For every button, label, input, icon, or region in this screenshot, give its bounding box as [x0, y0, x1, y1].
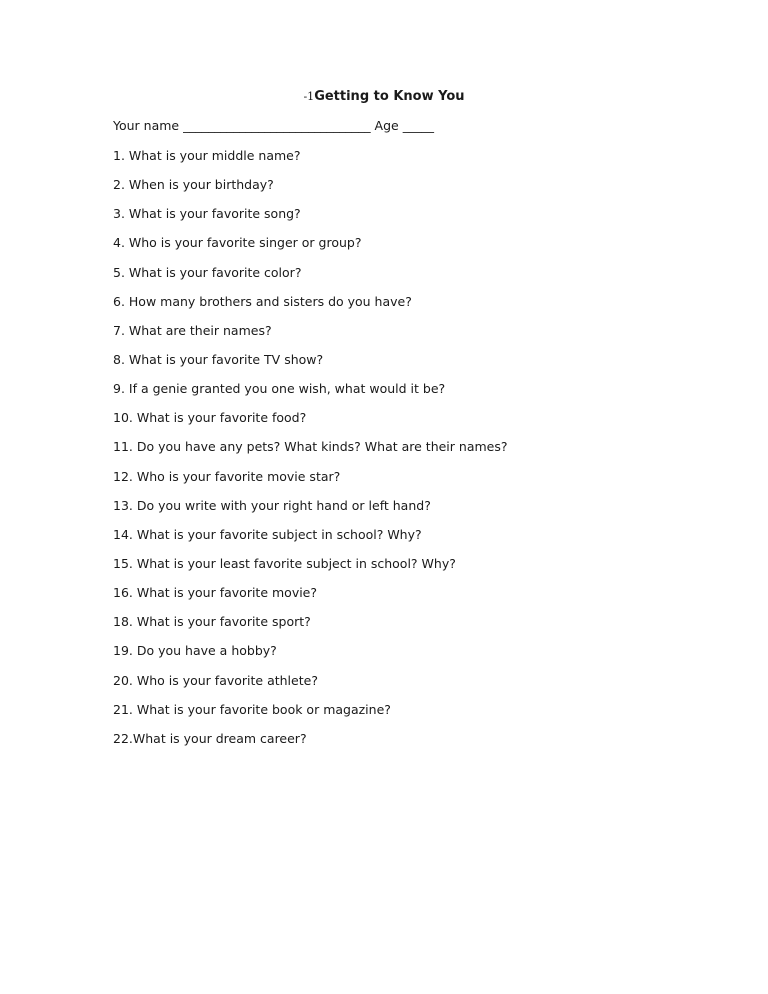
title-prefix: -1	[303, 90, 315, 103]
question-item: 8. What is your favorite TV show?	[113, 351, 324, 367]
question-item: 1. What is your middle name?	[113, 148, 301, 163]
question-item: 5. What is your favorite color?	[113, 264, 302, 280]
name-age-line: Your name ______________________________ Age _____	[113, 118, 434, 133]
question-item: 13. Do you write with your right hand or left hand?	[113, 497, 431, 513]
question-item: 14. What is your favorite subject in school? Why?	[113, 526, 422, 542]
question-item: 15. What is your least favorite subject in school? Why?	[113, 555, 456, 571]
question-item: 6. How many brothers and sisters do you have?	[113, 293, 412, 309]
question-item: 9. If a genie granted you one wish, what would it be?	[113, 381, 446, 397]
question-item: 11. Do you have any pets? What kinds? What are their names?	[113, 439, 508, 455]
question-item: 18. What is your favorite sport?	[113, 614, 311, 630]
question-list	[113, 147, 508, 759]
question-item: 10. What is your favorite food?	[113, 410, 307, 426]
question-item: 2. When is your birthday?	[113, 177, 274, 193]
question-item: 21. What is your favorite book or magazine?	[113, 701, 391, 717]
question-item: 19. Do you have a hobby?	[113, 643, 277, 659]
title-text: Getting to Know You	[314, 89, 465, 104]
question-item: 16. What is your favorite movie?	[113, 585, 318, 601]
question-item: 12. Who is your favorite movie star?	[113, 468, 341, 484]
page-title	[0, 88, 768, 106]
question-item: 3. What is your favorite song?	[113, 206, 301, 222]
question-item: 20. Who is your favorite athlete?	[113, 672, 318, 688]
question-item: 22.What is your dream career?	[113, 730, 307, 746]
question-item: 7. What are their names?	[113, 322, 272, 338]
question-item: 4. Who is your favorite singer or group?	[113, 235, 362, 251]
